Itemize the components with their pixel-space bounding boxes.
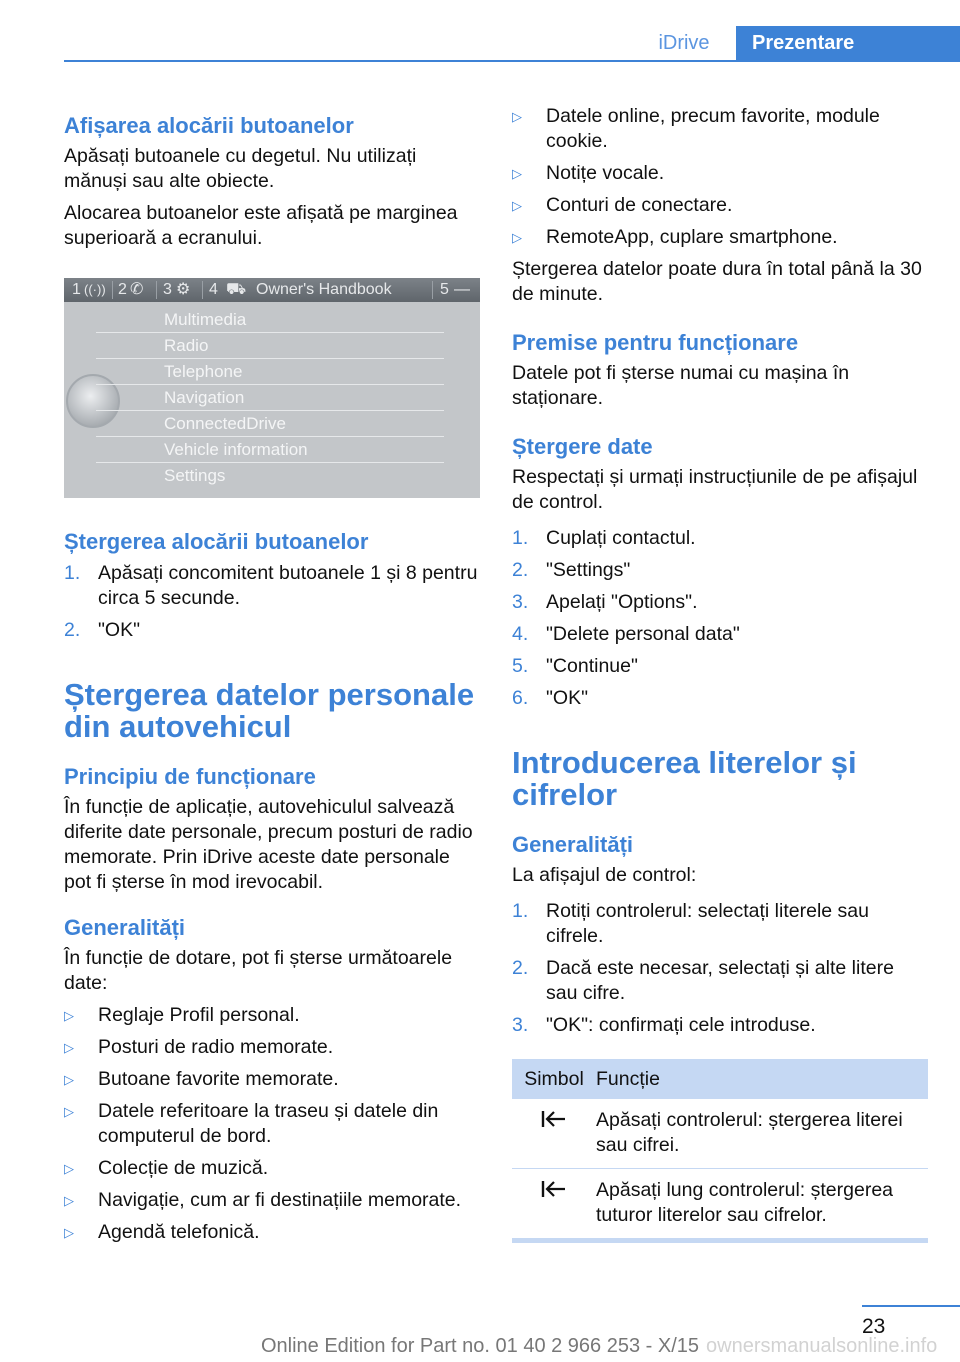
page-number: 23 — [862, 1315, 886, 1338]
para-principiu: În funcție de aplicație, autovehiculul salvează diferite date personale, precum posturi de radio memorate. Prin iDrive aceste date personale pot fi șterse în mod irevocabil. — [64, 796, 473, 893]
list-item — [512, 161, 928, 186]
list-item — [512, 558, 928, 583]
para-afisaj: La afișajul de control: — [512, 864, 697, 886]
para-stergere: Respectați și urmați instrucțiunile de pe afișajul de control. — [512, 466, 918, 513]
list-text: "OK" — [98, 619, 141, 641]
list-number: 1. — [64, 562, 81, 584]
triangle-bullet-icon: ▷ — [64, 1161, 74, 1176]
table-bottom-rule — [512, 1239, 928, 1243]
heading-stergerea-datelor-personale: Ștergerea datelor personale din autovehicul — [64, 677, 475, 744]
screen-tab-separator — [432, 281, 433, 299]
screen-menu-item: Vehicle information — [96, 437, 444, 463]
screen-tab-handbook: Owner's Handbook — [256, 281, 392, 298]
para-generalitati: În funcție de dotare, pot fi șterse următoarele date: — [64, 947, 453, 994]
header-section-label: iDrive — [658, 32, 710, 54]
list-item — [512, 104, 928, 154]
phone-icon: ✆ — [130, 281, 144, 298]
list-number: 3. — [512, 591, 529, 613]
para-afisare-2: Alocarea butoanelor este afișată pe marginea superioară a ecranului. — [64, 202, 458, 249]
list-item — [64, 1156, 480, 1181]
right-column — [512, 102, 928, 1243]
backspace-icon — [512, 1108, 596, 1158]
list-number: 2. — [64, 619, 81, 641]
list-text: Rotiți controlerul: selectați literele sau cifrele. — [546, 900, 869, 947]
footer-rule — [862, 1305, 960, 1307]
radio-icon: ((·)) — [84, 282, 106, 297]
list-text: Agendă telefonică. — [98, 1221, 260, 1243]
list-item — [512, 1013, 928, 1038]
symbol-table — [512, 1059, 928, 1243]
list-text: "OK": confirmați cele introduse. — [546, 1014, 816, 1036]
list-item — [64, 1220, 480, 1245]
table-header — [512, 1059, 928, 1099]
triangle-bullet-icon: ▷ — [512, 166, 522, 181]
list-item — [512, 590, 928, 615]
screen-menu-item: Radio — [96, 333, 444, 359]
list-number: 3. — [512, 1014, 529, 1036]
screen-menu-item: Multimedia — [96, 307, 444, 333]
table-header-functie: Funcție — [596, 1067, 660, 1090]
table-cell-text: Apăsați controlerul: ștergerea literei sau cifrei. — [596, 1109, 903, 1156]
triangle-bullet-icon: ▷ — [64, 1104, 74, 1119]
list-item — [64, 1003, 480, 1028]
left-column — [64, 102, 480, 1245]
list-text: Colecție de muzică. — [98, 1157, 269, 1179]
heading-introducerea-literelor: Introducerea literelor și cifrelor — [512, 745, 857, 812]
car-icon: ⛟ — [226, 281, 247, 298]
screen-tab-1: 1 — [72, 281, 81, 298]
heading-generalitati: Generalități — [64, 915, 186, 940]
screen-menu-item: Settings — [164, 466, 226, 485]
table-cell-text: Apăsați lung controlerul: ștergerea tuturor literelor sau cifrelor. — [596, 1179, 894, 1226]
list-text: Cuplați contactul. — [546, 527, 696, 549]
table-header-simbol: Simbol — [524, 1067, 584, 1090]
list-number: 5. — [512, 655, 529, 677]
heading-generalitati-2: Generalități — [512, 832, 634, 857]
heading-premise: Premise pentru funcționare — [512, 330, 799, 355]
list-number: 2. — [512, 559, 529, 581]
table-row — [512, 1169, 928, 1239]
para-premise: Datele pot fi șterse numai cu mașina în staționare. — [512, 362, 850, 409]
list-text: "Delete personal data" — [546, 623, 740, 645]
list-item — [512, 225, 928, 250]
idrive-screen-image — [64, 278, 480, 498]
heading-stergere-date: Ștergere date — [512, 434, 653, 459]
list-text: Datele online, precum favorite, module cookie. — [546, 105, 880, 152]
screen-tab-4: 4 — [209, 281, 218, 298]
list-item — [512, 193, 928, 218]
list-text: RemoteApp, cuplare smartphone. — [546, 226, 838, 248]
heading-stergerea-alocarii: Ștergerea alocării butoanelor — [64, 529, 369, 554]
list-item — [512, 899, 928, 949]
list-item — [64, 1188, 480, 1213]
triangle-bullet-icon: ▷ — [64, 1193, 74, 1208]
screen-tab-separator — [112, 281, 113, 299]
triangle-bullet-icon: ▷ — [512, 109, 522, 124]
para-afisare-1: Apăsați butoanele cu degetul. Nu utilizați mănuși sau alte obiecte. — [64, 145, 417, 192]
triangle-bullet-icon: ▷ — [64, 1225, 74, 1240]
list-text: Navigație, cum ar fi destinațiile memorate. — [98, 1189, 462, 1211]
triangle-bullet-icon: ▷ — [64, 1072, 74, 1087]
screen-menu — [96, 307, 444, 489]
list-item — [512, 686, 928, 711]
table-row — [512, 1099, 928, 1169]
para-durata: Ștergerea datelor poate dura în total până la 30 de minute. — [512, 258, 922, 305]
triangle-bullet-icon: ▷ — [512, 230, 522, 245]
list-item — [64, 561, 480, 611]
list-item — [64, 1067, 480, 1092]
backspace-icon — [512, 1178, 596, 1228]
dash-icon: — — [454, 281, 470, 298]
list-text: Apelați "Options". — [546, 591, 698, 613]
triangle-bullet-icon: ▷ — [512, 198, 522, 213]
list-item — [512, 622, 928, 647]
list-item — [64, 1035, 480, 1060]
list-text: Dacă este necesar, selectați și alte litere sau cifre. — [546, 957, 894, 1004]
header-rule — [64, 60, 960, 62]
list-text: Conturi de conectare. — [546, 194, 733, 216]
triangle-bullet-icon: ▷ — [64, 1040, 74, 1055]
list-item — [512, 526, 928, 551]
list-item — [512, 654, 928, 679]
gear-icon: ⚙ — [176, 281, 191, 298]
list-number: 1. — [512, 900, 529, 922]
screen-tab-2: 2 — [118, 281, 127, 298]
watermark: ownersmanualsonline.info — [706, 1335, 938, 1357]
list-number: 4. — [512, 623, 529, 645]
list-text: "Settings" — [546, 559, 631, 581]
screen-menu-item: Telephone — [96, 359, 444, 385]
footer-edition: Online Edition for Part no. 01 40 2 966 253 - X/15 — [260, 1335, 700, 1357]
list-text: Posturi de radio memorate. — [98, 1036, 334, 1058]
list-text: Apăsați concomitent butoanele 1 și 8 pentru circa 5 secunde. — [98, 562, 478, 609]
list-item — [64, 618, 480, 643]
screen-tab-3: 3 — [163, 281, 172, 298]
list-number: 2. — [512, 957, 529, 979]
heading-afisare: Afișarea alocării butoanelor — [64, 113, 354, 138]
screen-menu-item: Navigation — [96, 385, 444, 411]
list-item — [64, 1099, 480, 1149]
screen-tab-5: 5 — [440, 281, 449, 298]
list-item — [512, 956, 928, 1006]
screen-tab-separator — [202, 281, 203, 299]
list-text: Notițe vocale. — [546, 162, 665, 184]
triangle-bullet-icon: ▷ — [64, 1008, 74, 1023]
heading-principiu: Principiu de funcționare — [64, 764, 316, 789]
list-number: 1. — [512, 527, 529, 549]
list-text: "OK" — [546, 687, 589, 709]
list-text: "Continue" — [546, 655, 638, 677]
list-text: Datele referitoare la traseu și datele din computerul de bord. — [98, 1100, 439, 1147]
screen-tab-separator — [156, 281, 157, 299]
list-text: Butoane favorite memorate. — [98, 1068, 339, 1090]
list-number: 6. — [512, 687, 529, 709]
screen-menu-item: ConnectedDrive — [96, 411, 444, 437]
list-text: Reglaje Profil personal. — [98, 1004, 300, 1026]
header-chapter-tab: Prezentare — [736, 26, 960, 61]
